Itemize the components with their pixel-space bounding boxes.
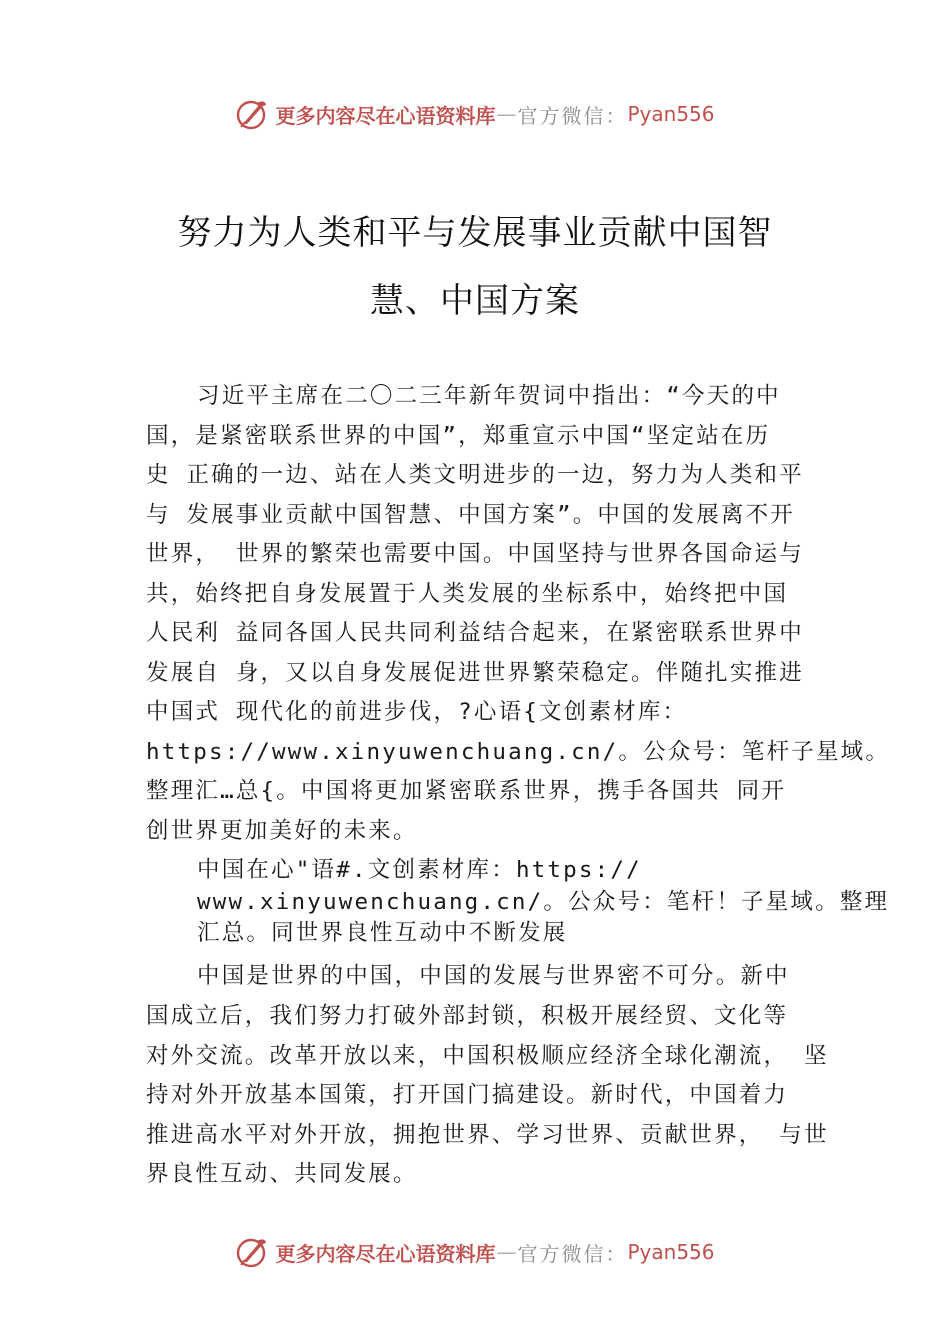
- body-line: 推进高水平对外开放，拥抱世界、学习世界、贡献世界， 与世: [146, 1122, 829, 1148]
- body-line: 整理汇…总{。中国将更加紧密联系世界，携手各国共 同开: [146, 778, 787, 804]
- document-title-line1: 努力为人类和平与发展事业贡献中国智: [177, 213, 773, 253]
- body-line: 中国式 现代化的前进步伐，?心语{文创素材库：: [146, 699, 688, 725]
- body-line: 界良性互动、共同发展。: [146, 1161, 418, 1187]
- body-line: 国成立后，我们努力打破外部封锁，积极开展经贸、文化等: [146, 1003, 789, 1029]
- header-banner: [0, 94, 950, 134]
- banner-wechat-id: Pyan556: [627, 1240, 715, 1264]
- banner-gray-text: 官方微信：: [517, 1241, 628, 1266]
- body-line: 创世界更加美好的未来。: [146, 818, 418, 844]
- banner-gray-text: 官方微信：: [517, 103, 628, 128]
- footer-banner: [0, 1232, 950, 1272]
- body-line: 持对外开放基本国策，打开国门搞建设。新时代，中国着力: [146, 1082, 789, 1108]
- body-line: www.xinyuwenchuang.cn/。公众号：笔杆！子星域。整理: [197, 889, 890, 915]
- section-heading: 汇总。同世界良性互动中不断发展: [197, 920, 568, 946]
- body-line: 对外交流。改革开放以来，中国积极顺应经济全球化潮流， 坚: [146, 1043, 829, 1069]
- body-line: https://www.xinyuwenchuang.cn/。公众号：笔杆子星域。: [146, 739, 891, 765]
- body-line: 发展自 身，又以自身发展促进世界繁荣稳定。伴随扎实推进: [146, 660, 804, 686]
- banner-wechat-id: Pyan556: [627, 102, 715, 126]
- body-line: 世界， 世界的繁荣也需要中国。中国坚持与世界各国命运与: [146, 541, 804, 567]
- body-line: 国，是紧密联系世界的中国”，郑重宣示中国“坚定站在历: [146, 423, 771, 449]
- banner-dash: —: [496, 102, 517, 126]
- banner-red-text: 更多内容尽在心语资料库: [275, 103, 496, 128]
- banner-red-text: 更多内容尽在心语资料库: [275, 1241, 496, 1266]
- banner-dash: —: [496, 1240, 517, 1264]
- document-title-line2: 慧、中国方案: [370, 281, 580, 321]
- quill-pen-logo-icon: [235, 97, 269, 131]
- quill-pen-logo-icon: [235, 1235, 269, 1269]
- body-line: 中国在心"语#.文创素材库：https://: [197, 857, 642, 883]
- body-line: 中国是世界的中国，中国的发展与世界密不可分。新中: [197, 963, 790, 989]
- body-line: 与 发展事业贡献中国智慧、中国方案”。中国的发展离不开: [146, 502, 795, 528]
- body-line: 史 正确的一边、站在人类文明进步的一边，努力为人类和平: [146, 462, 804, 488]
- body-line: 人民利 益同各国人民共同利益结合起来，在紧密联系世界中: [146, 620, 804, 646]
- body-line: 习近平主席在二〇二三年新年贺词中指出：“今天的中: [197, 383, 781, 409]
- body-line: 共，始终把自身发展置于人类发展的坐标系中，始终把中国: [146, 581, 789, 607]
